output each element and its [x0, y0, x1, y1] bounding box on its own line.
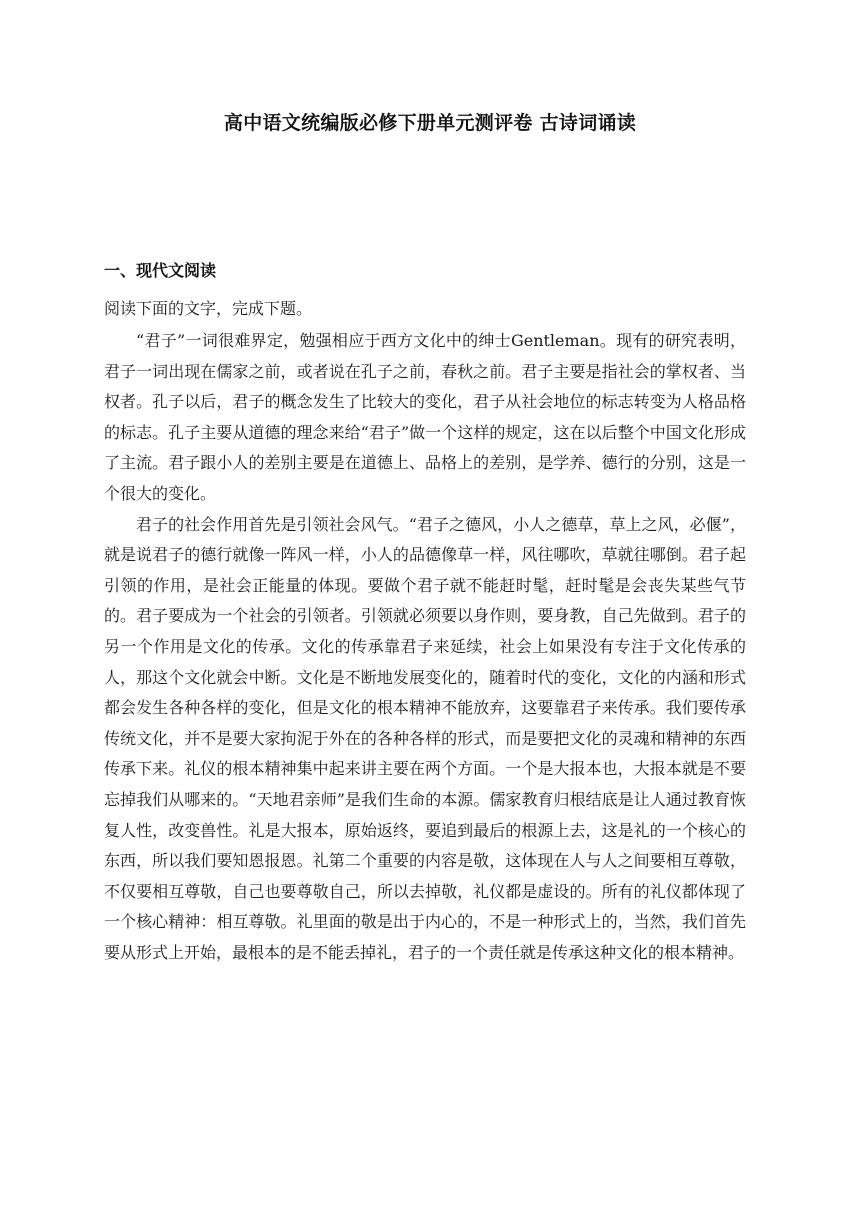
reading-instruction: 阅读下面的文字，完成下题。	[104, 299, 313, 318]
section-heading: 一、现代文阅读	[104, 261, 217, 280]
reading-passage	[104, 326, 746, 968]
passage-paragraph: “君子”一词很难界定，勉强相应于西方文化中的绅士Gentleman。现有的研究表明，君子一词出现在儒家之前，或者说在孔子之前，春秋之前。君子主要是指社会的掌权者、当权者。孔子以后，君子的概念发生了比较大的变化，君子从社会地位的标志转变为人格品格的标志。孔子主要从道德的理念来给“君子”做一个这样的规定，这在以后整个中国文化形成了主流。君子跟小人的差别主要是在道德上、品格上的差别，是学养、德行的分别，这是一个很大的变化。	[104, 331, 746, 503]
document-title: 高中语文统编版必修下册单元测评卷 古诗词诵读	[223, 112, 637, 134]
passage-paragraph: 君子的社会作用首先是引领社会风气。“君子之德风，小人之德草，草上之风，必偃”，就是说君子的德行就像一阵风一样，小人的品德像草一样，风往哪吹，草就往哪倒。君子起引领的作用，是社会正能量的体现。要做个君子就不能赶时髦，赶时髦是会丧失某些气节的。君子要成为一个社会的引领者。引领就必须要以身作则，要身教，自己先做到。君子的另一个作用是文化的传承。文化的传承靠君子来延续，社会上如果没有专注于文化传承的人，那这个文化就会中断。文化是不断地发展变化的，随着时代的变化，文化的内涵和形式都会发生各种各样的变化，但是文化的根本精神不能放弃，这要靠君子来传承。我们要传承传统文化，并不是要大家拘泥于外在的各种各样的形式，而是要把文化的灵魂和精神的东西传承下来。礼仪的根本精神集中起来讲主要在两个方面。一个是大报本也，大报本就是不要忘掉我们从哪来的。“天地君亲师”是我们生命的本源。儒家教育归根结底是让人通过教育恢复人性，改变兽性。礼是大报本，原始返终，要追到最后的根源上去，这是礼的一个核心的东西，所以我们要知恩报恩。礼第二个重要的内容是敬，这体现在人与人之间要相互尊敬，不仅要相互尊敬，自己也要尊敬自己，所以去掉敬，礼仪都是虚设的。所有的礼仪都体现了一个核心精神：相互尊敬。礼里面的敬是出于内心的，不是一种形式上的，当然，我们首先要从形式上开始，最根本的是不能丢掉礼，君子的一个责任就是传承这种文化的根本精神。	[104, 514, 746, 962]
